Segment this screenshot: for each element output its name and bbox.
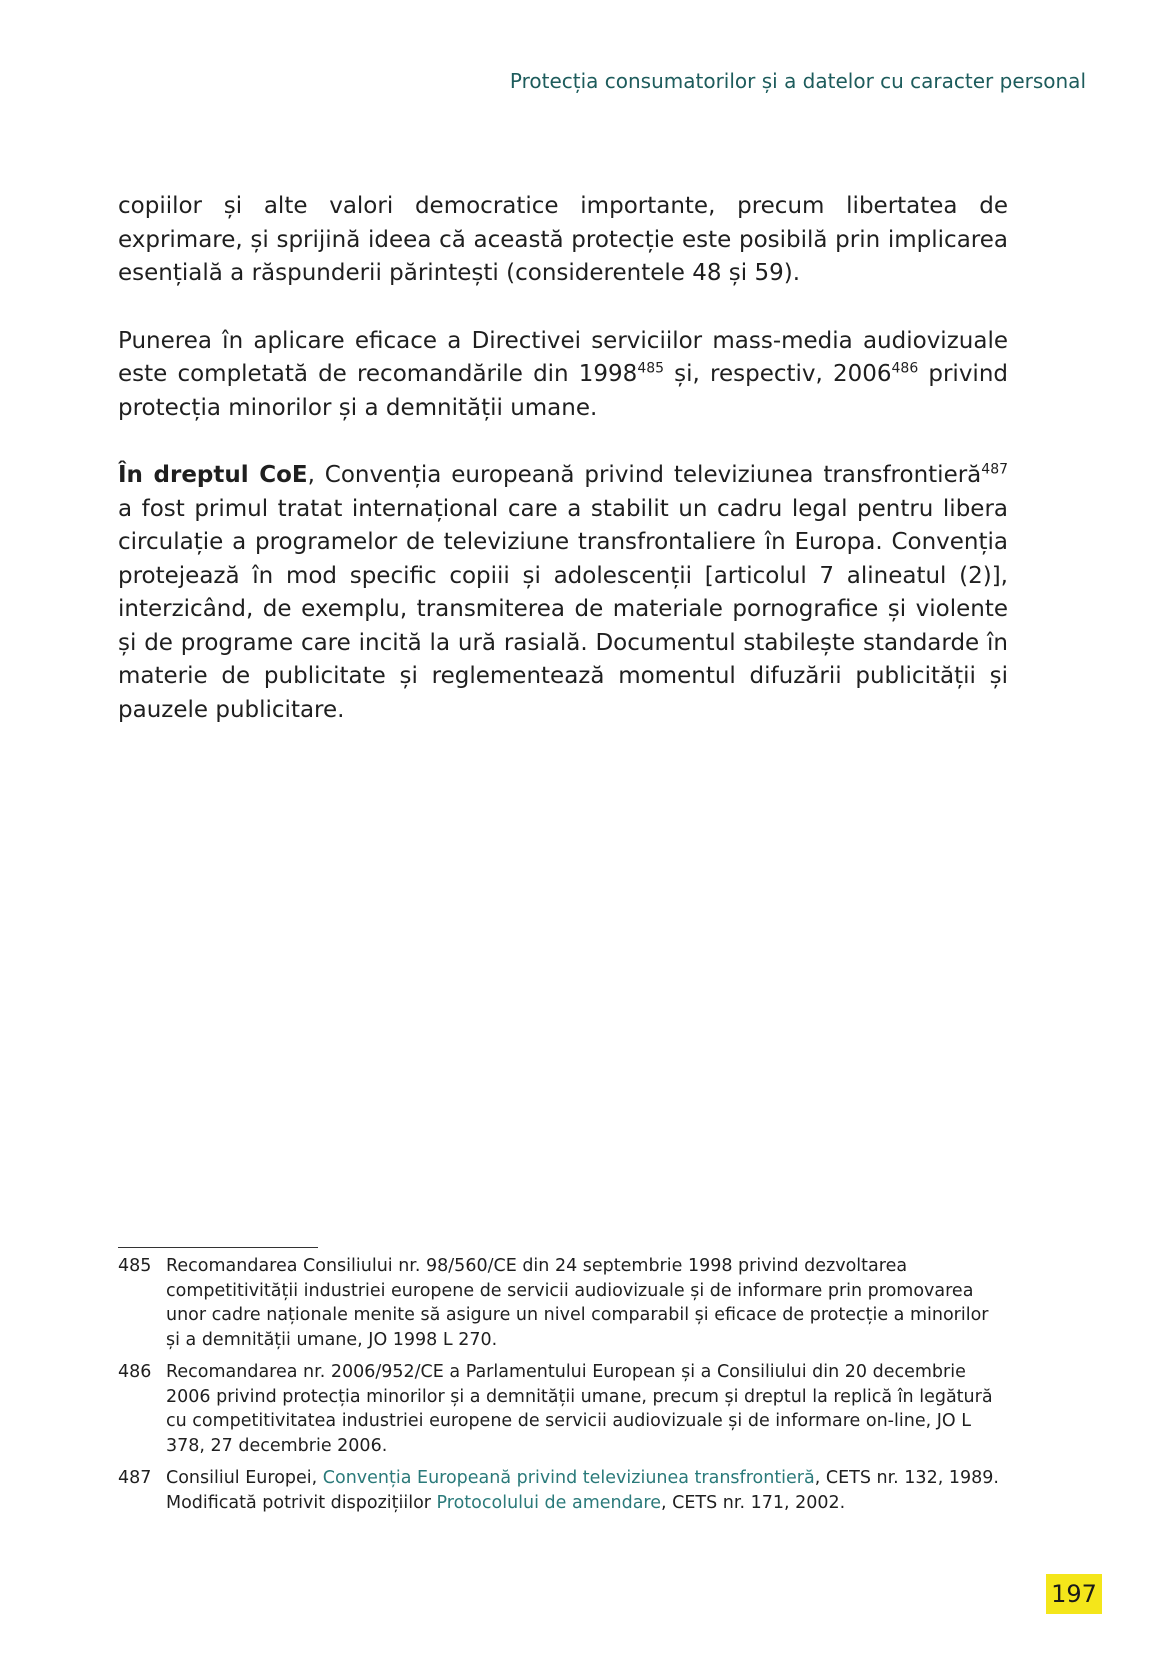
paragraph-3 <box>118 459 1008 727</box>
footnote-number: 486 <box>118 1362 152 1382</box>
footnote-text: Recomandarea nr. 2006/952/CE a Parlamentului European și a Consiliului din 20 decembrie 2006 privind protecția minorilor și a demnității umane, precum și dreptul la replică în legătură cu competitivitatea industriei europene de servicii audiovizuale și de informare on-line, JO L 378, 27 decembrie 2006. <box>166 1362 993 1456</box>
footnote-text-mid: , CETS nr. 132, 1989. Modificată potrivit dispozițiilor <box>166 1468 999 1513</box>
page-number-badge: 197 <box>1046 1574 1102 1614</box>
paragraph-3-lead: În dreptul CoE <box>118 462 308 488</box>
paragraph-1: copiilor și alte valori democratice importante, precum libertatea de exprimare, și sprijină ideea că această protecție este posibilă prin implicarea esențială a răspunderii părintești (considerentele 48 și 59). <box>118 193 1008 286</box>
footnote-text-pre: Consiliul Europei, <box>166 1468 323 1488</box>
paragraph-2-text-c: privind protecția minorilor și a demnității umane. <box>118 361 1008 421</box>
footnote-number: 485 <box>118 1256 152 1276</box>
paragraph-2 <box>118 325 1008 426</box>
convention-link[interactable]: Convenția Europeană privind televiziunea transfrontieră <box>322 1468 815 1488</box>
paragraph-3-text-b: a fost primul tratat internațional care a stabilit un cadru legal pentru libera circulație a programelor de televiziune transfrontaliere în Europa. Convenția protejează în mod specific copiii și adolescenții [articolul 7 alineatul (2)], interzicând, de exemplu, transmiterea de materiale pornografice și violente și de programe care incită la ură rasială. Documentul stabilește standarde în materie de publicitate și reglementează momentul difuzării publicității și pauzele publicitare. <box>118 495 1008 723</box>
footnote-number: 487 <box>118 1468 152 1488</box>
main-text <box>118 190 1008 761</box>
protocol-link[interactable]: Protocolului de amendare <box>436 1492 662 1513</box>
footnote-ref-487[interactable]: 487 <box>981 461 1009 478</box>
footnote-text: Recomandarea Consiliului nr. 98/560/CE din 24 septembrie 1998 privind dezvoltarea competitivității industriei europene de servicii audiovizuale și de informare prin promovarea unor cadre naționale menite să asigure un nivel comparabil și eficace de protecție a minorilor și a demnității umane, JO 1998 L 270. <box>166 1256 989 1350</box>
footnote-487 <box>118 1466 1008 1515</box>
footnote-text-post: , CETS nr. 171, 2002. <box>661 1492 846 1513</box>
footnote-ref-485[interactable]: 485 <box>637 360 665 377</box>
paragraph-3-text-a: , Convenția europeană privind televiziunea transfrontieră <box>307 462 982 488</box>
footnote-ref-486[interactable]: 486 <box>891 360 919 377</box>
footnote-text <box>166 1466 1008 1515</box>
paragraph-2-text-a: Punerea în aplicare eficace a Directivei serviciilor mass-media audiovizuale este completată de recomandările din 1998 <box>118 327 1008 387</box>
footnotes <box>118 1254 1008 1523</box>
footnote-486 <box>118 1360 1008 1458</box>
footnote-separator <box>118 1247 318 1248</box>
footnote-485 <box>118 1254 1008 1352</box>
paragraph-2-text-b: și, respectiv, 2006 <box>664 361 892 387</box>
running-header: Protecția consumatorilor și a datelor cu caracter personal <box>509 69 1086 93</box>
